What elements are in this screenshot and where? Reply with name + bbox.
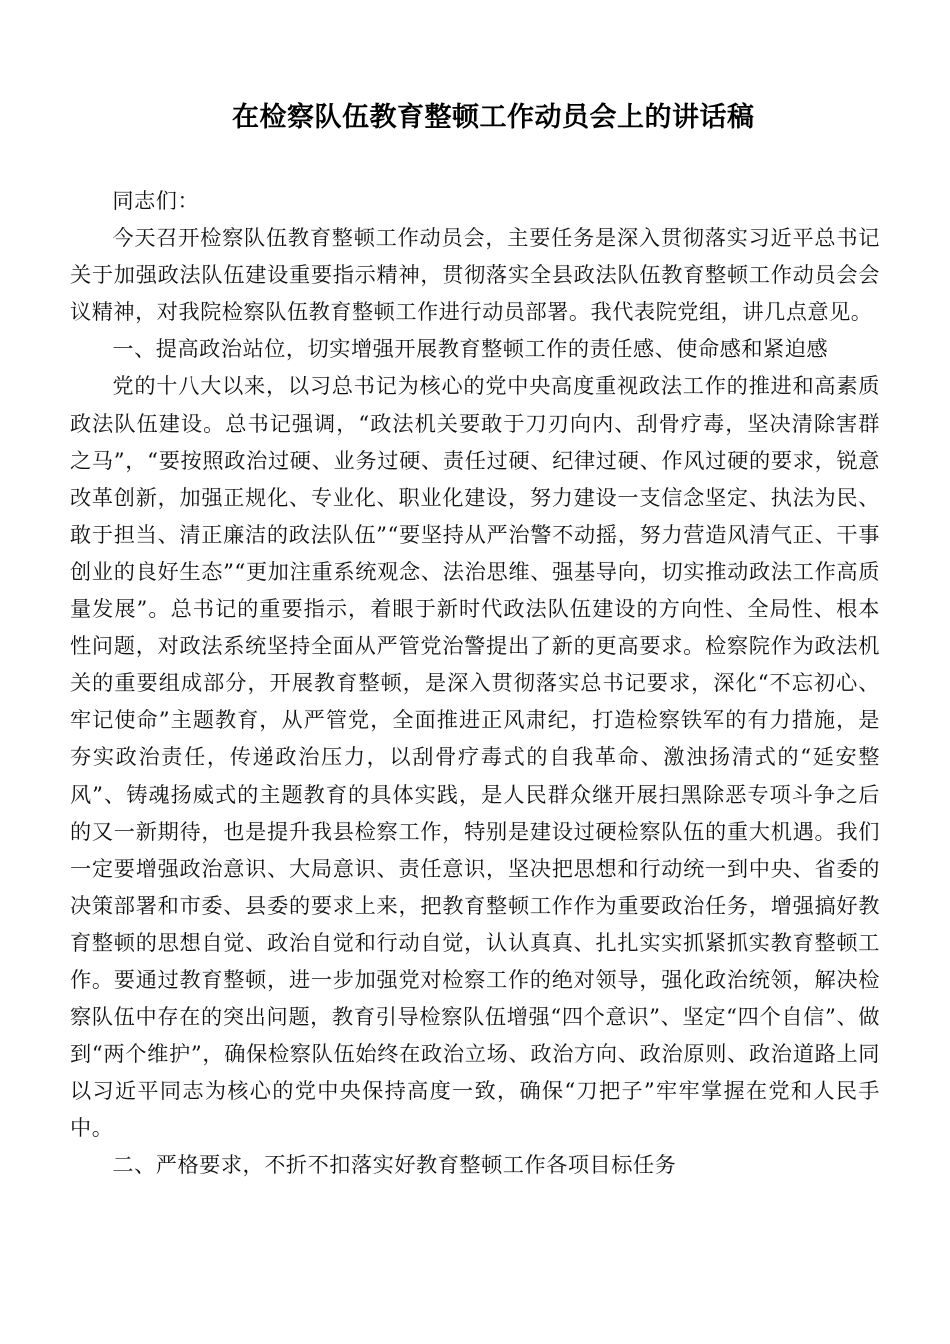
section-heading-2: 二、严格要求，不折不扣落实好教育整顿工作各项目标任务 xyxy=(112,1152,677,1178)
paragraph-opening: 今天召开检察队伍教育整顿工作动员会，主要任务是深入贯彻落实习近平总书记关于加强政法队伍建设重要指示精神，贯彻落实全县政法队伍教育整顿工作动员会会议精神，对我院检察队伍教育整顿工作进行动员部署。我代表院党组，讲几点意见。 xyxy=(70,225,880,325)
paragraph-section-1: 党的十八大以来，以习总书记为核心的党中央高度重视政法工作的推进和高素质政法队伍建设。总书记强调，“政法机关要敢于刀刃向内、刮骨疗毒，坚决清除害群之马”，“要按照政治过硬、业务过硬、责任过硬、纪律过硬、作风过硬的要求，锐意改革创新，加强正规化、专业化、职业化建设，努力建设一支信念坚定、执法为民、敢于担当、清正廉洁的政法队伍”“要坚持从严治警不动摇，努力营造风清气正、干事创业的良好生态”“更加注重系统观念、法治思维、强基导向，切实推动政法工作高质量发展”。总书记的重要指示，着眼于新时代政法队伍建设的方向性、全局性、根本性问题，对政法系统坚持全面从严管党治警提出了新的更高要求。检察院作为政法机关的重要组成部分，开展教育整顿，是深入贯彻落实总书记要求，深化“不忘初心、牢记使命”主题教育，从严管党，全面推进正风肃纪，打造检察铁军的有力措施，是夯实政治责任，传递政治压力，以刮骨疗毒式的自我革命、激浊扬清式的“延安整风”、铸魂扬威式的主题教育的具体实践，是人民群众继开展扫黑除恶专项斗争之后的又一新期待，也是提升我县检察工作，特别是建设过硬检察队伍的重大机遇。我们一定要增强政治意识、大局意识、责任意识，坚决把思想和行动统一到中央、省委的决策部署和市委、县委的要求上来，把教育整顿工作作为重要政治任务，增强搞好教育整顿的思想自觉、政治自觉和行动自觉，认认真真、扎扎实实抓紧抓实教育整顿工作。要通过教育整顿，进一步加强党对检察工作的绝对领导，强化政治统领，解决检察队伍中存在的突出问题，教育引导检察队伍增强“四个意识”、坚定“四个自信”、做到“两个维护”，确保检察队伍始终在政治立场、政治方向、政治原则、政治道路上同以习近平同志为核心的党中央保持高度一致，确保“刀把子”牢牢掌握在党和人民手中。 xyxy=(70,373,880,1141)
document-title-text: 在检察队伍教育整顿工作动员会上的讲话稿 xyxy=(232,102,755,133)
document-body xyxy=(70,182,880,1184)
salutation: 同志们： xyxy=(112,188,200,213)
section-heading-1: 一、提高政治站位，切实增强开展教育整顿工作的责任感、使命感和紧迫感 xyxy=(112,336,829,362)
document-title xyxy=(70,96,880,140)
